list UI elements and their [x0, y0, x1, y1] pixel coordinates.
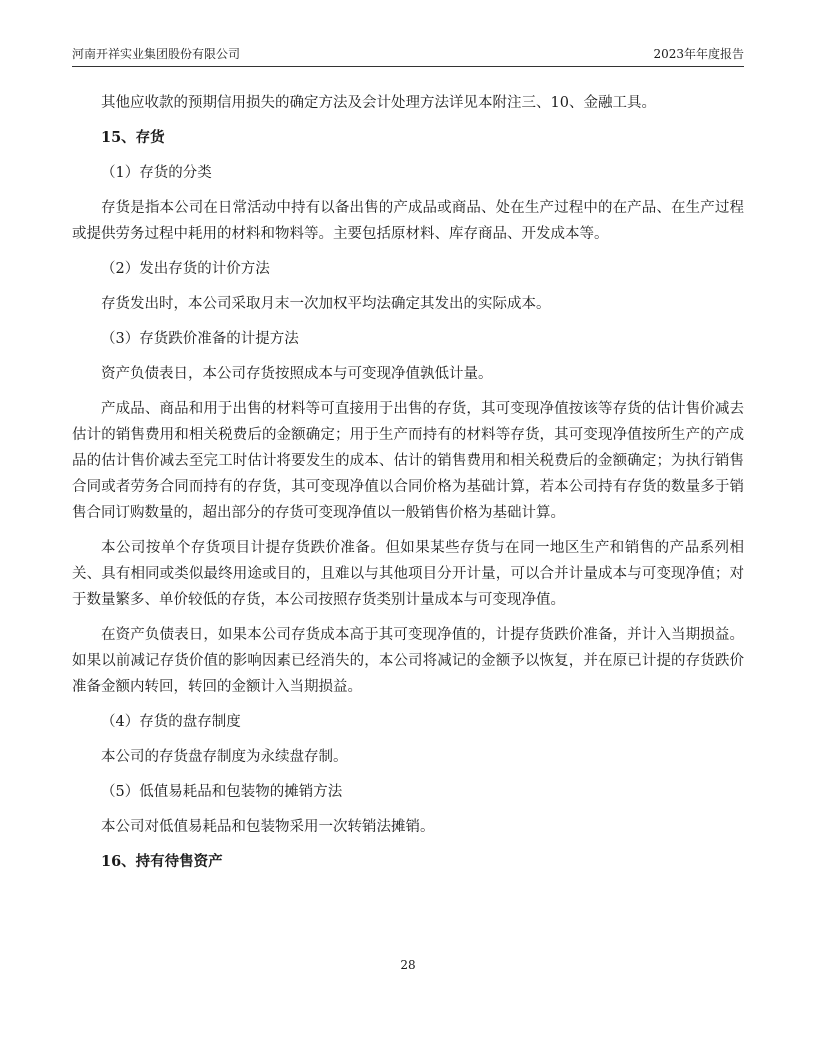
subheading-impairment-provision: （3）存货跌价准备的计提方法 [101, 331, 299, 347]
subheading-amortization: （5）低值易耗品和包装物的摊销方法 [101, 784, 343, 800]
paragraph-provision-reversal: 在资产负债表日，如果本公司存货成本高于其可变现净值的，计提存货跌价准备，并计入当期损益。如果以前减记存货价值的影响因素已经消失的，本公司将减记的金额予以恢复，并在原已计提的存货跌价准备金额内转回，转回的金额计入当期损益。 [72, 627, 744, 695]
page-content [72, 90, 744, 884]
subheading-valuation-method: （2）发出存货的计价方法 [101, 261, 270, 277]
paragraph-perpetual-inventory: 本公司的存货盘存制度为永续盘存制。 [101, 749, 348, 765]
paragraph-valuation-method: 存货发出时，本公司采取月末一次加权平均法确定其发出的实际成本。 [101, 296, 551, 312]
header-report-title: 2023年年度报告 [653, 47, 744, 61]
paragraph-net-realizable-value: 产成品、商品和用于出售的材料等可直接用于出售的存货，其可变现净值按该等存货的估计售价减去估计的销售费用和相关税费后的金额确定；用于生产而持有的材料等存货，其可变现净值按所生产的产成品的估计售价减去至完工时估计将要发生的成本、估计的销售费用和相关税费后的金额确定；为执行销售合同或者劳务合同而持有的存货，其可变现净值以合同价格为基础计算，若本公司持有存货的数量多于销售合同订购数量的，超出部分的存货可变现净值以一般销售价格为基础计算。 [72, 401, 744, 521]
subheading-classification: （1）存货的分类 [101, 165, 212, 181]
page-number: 28 [400, 958, 416, 972]
page-header [72, 46, 744, 67]
section-heading-held-for-sale: 16、持有待售资产 [101, 853, 223, 870]
paragraph-one-off-amortization: 本公司对低值易耗品和包装物采用一次转销法摊销。 [101, 819, 435, 835]
subheading-inventory-system: （4）存货的盘存制度 [101, 714, 241, 730]
paragraph-inventory-definition: 存货是指本公司在日常活动中持有以备出售的产成品或商品、处在生产过程中的在产品、在生产过程或提供劳务过程中耗用的材料和物料等。主要包括原材料、库存商品、开发成本等。 [72, 200, 744, 242]
header-company-name: 河南开祥实业集团股份有限公司 [72, 47, 241, 61]
paragraph-lower-of-cost: 资产负债表日，本公司存货按照成本与可变现净值孰低计量。 [101, 366, 493, 382]
section-heading-inventory: 15、存货 [101, 129, 165, 146]
paragraph-other-receivables: 其他应收款的预期信用损失的确定方法及会计处理方法详见本附注三、10、金融工具。 [101, 95, 656, 111]
paragraph-item-provision: 本公司按单个存货项目计提存货跌价准备。但如果某些存货与在同一地区生产和销售的产品系列相关、具有相同或类似最终用途或目的，且难以与其他项目分开计量，可以合并计量成本与可变现净值；对于数量繁多、单价较低的存货，本公司按照存货类别计量成本与可变现净值。 [72, 540, 744, 608]
